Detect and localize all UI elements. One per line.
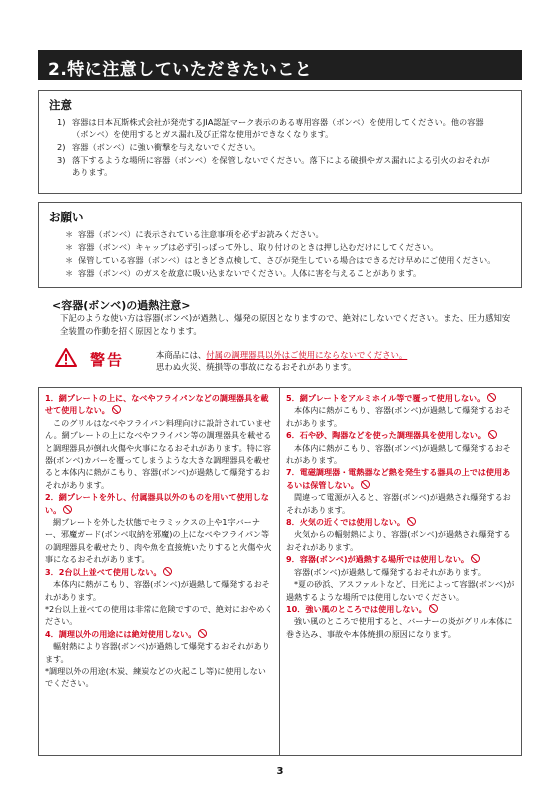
item-heading-text: 1．網プレートの上に、なべやフライパンなどの調理器具を載せて使用しない。 <box>45 393 269 416</box>
warning-label: 警告 <box>90 351 125 369</box>
item-heading <box>286 516 515 528</box>
asterisk-mark: ＊ <box>65 268 74 278</box>
caution-item <box>57 141 497 153</box>
asterisk-mark: ＊ <box>65 255 74 265</box>
item-body: 火気からの輻射熱により、容器(ボンベ)が過熱され爆発するおそれがあります。 <box>286 529 511 552</box>
overheat-heading: <容器(ボンベ)の過熱注意> <box>52 299 191 312</box>
item-heading <box>45 392 273 417</box>
request-item <box>65 254 521 267</box>
item-heading <box>45 491 273 516</box>
item-heading-text: 2．網プレートを外し、付属器具以外のものを用いて使用しない。 <box>45 492 269 515</box>
warning-line-2: 思わぬ火災、焼損等の事故になるおそれがあります。 <box>156 362 357 372</box>
overheat-item <box>45 628 273 690</box>
item-heading-text: 10．強い風のところでは使用しない。 <box>286 603 427 614</box>
overheat-item <box>286 466 515 516</box>
item-heading <box>286 553 515 565</box>
prohibited-icon <box>471 554 480 563</box>
item-number: 2) <box>57 142 66 152</box>
item-body: 間違って電源が入ると、容器(ボンベ)が過熱され爆発するおそれがあります。 <box>286 492 511 515</box>
warning-text <box>156 349 496 373</box>
right-column <box>280 388 521 755</box>
item-heading <box>286 466 515 491</box>
caution-heading: 注意 <box>49 98 72 112</box>
overheat-item <box>286 603 515 640</box>
prohibited-icon <box>63 505 72 514</box>
item-body: 容器(ボンベ)が過熱して爆発するおそれがあります。 <box>294 566 486 577</box>
item-heading-text: 8．火気の近くでは使用しない。 <box>286 517 405 528</box>
warning-line-1 <box>156 349 496 361</box>
item-heading <box>45 628 273 640</box>
item-text: 容器（ボンベ）のガスを故意に吸い込まないでください。人体に害を与えることがあります。 <box>78 268 422 278</box>
caution-box <box>38 90 522 194</box>
overheat-item <box>286 553 515 603</box>
item-body: 輻射熱により容器(ボンベ)が過熱して爆発するおそれがあります。 <box>45 641 270 664</box>
item-heading-text: 3．2台以上並べて使用しない。 <box>45 566 162 577</box>
item-body: 強い風のところで使用すると、バーナーの炎がグリル本体に巻き込み、事故や本体焼損の原因になります。 <box>286 616 513 639</box>
asterisk-mark: ＊ <box>65 229 74 239</box>
item-text: 容器（ボンベ）に表示されている注意事項を必ずお読みください。 <box>78 229 324 239</box>
prohibited-icon <box>198 629 207 638</box>
prohibited-icon <box>407 517 416 526</box>
prohibited-icon <box>487 393 496 402</box>
item-heading <box>286 603 515 615</box>
item-body: 本体内に熱がこもり、容器(ボンベ)が過熱して爆発するおそれがあります。 <box>45 579 270 602</box>
caution-item <box>57 154 497 178</box>
item-note: *2台以上並べての使用は非常に危険ですので、絶対におやめください。 <box>45 603 273 627</box>
item-body: 本体内に熱がこもり、容器(ボンベ)が過熱して爆発するおそれがあります。 <box>286 405 511 428</box>
caution-item <box>57 116 497 140</box>
warning-line-1-emphasis: 付属の調理器具以外はご使用にならないでください。 <box>206 350 408 360</box>
item-text: 容器（ボンベ）キャップは必ず引っぱって外し、取り付けのときは押し込むだけにしてください。 <box>78 242 439 252</box>
overheat-item <box>45 392 273 491</box>
request-item <box>65 228 521 241</box>
request-list <box>65 228 521 280</box>
overheat-item <box>45 566 273 628</box>
item-heading-text: 9．容器(ボンベ)が過熱する場所では使用しない。 <box>286 554 470 565</box>
prohibited-icon <box>361 480 370 489</box>
item-body: 本体内に熱がこもり、容器(ボンベ)が過熱して爆発するおそれがあります。 <box>286 442 511 466</box>
item-heading <box>45 566 273 578</box>
item-heading <box>286 392 515 404</box>
warning-line-1-prefix: 本商品には、 <box>156 350 207 360</box>
item-text: 容器は日本瓦斯株式会社が発売するJIA認証マーク表示のある専用容器（ボンベ）を使用してください。他の容器（ボンベ）を使用するとガス漏れ及び正常な使用ができなくなります。 <box>72 117 484 139</box>
warning-triangle-icon <box>55 348 77 367</box>
item-number: 1) <box>57 117 66 127</box>
overheat-intro: 下記のような使い方は容器(ボンベ)が過熱し、爆発の原因となりますので、絶対にしないでください。また、圧力感知安全装置の作動を招く原因となります。 <box>60 313 511 336</box>
item-heading-text: 4．調理以外の用途には絶対使用しない。 <box>45 628 197 639</box>
item-heading-text: 5．網プレートをアルミホイル等で覆って使用しない。 <box>286 393 486 403</box>
item-body: このグリルはなべやフライパン料理向けに設計されていません。網プレートの上になべやフライパン等の調理器具を載せると調理器具が倒れ火傷や火事になるおそれがあります。特に容器(ボンベ)カバーを覆ってしまうような大きな調理器具を載せると本体内に熱がこもり、容器(ボンベ)が過熱して爆発するおそれがあります。 <box>45 417 272 490</box>
item-text: 落下するような場所に容器（ボンベ）を保管しないでください。落下による破損やガス漏れによる引火のおそれがあります。 <box>72 155 490 177</box>
prohibited-icon <box>163 567 172 576</box>
prohibited-icon <box>429 604 438 613</box>
request-box <box>38 202 522 288</box>
section-title: 2.特に注意していただきたいこと <box>38 50 522 80</box>
prohibited-icon <box>488 430 497 439</box>
overheat-item <box>286 429 515 466</box>
left-column <box>39 388 280 755</box>
prohibited-icon <box>112 405 121 414</box>
overheat-items-table <box>38 387 522 756</box>
item-note: *調理以外の用途(木炭、練炭などの火起こし等)に使用しないでください。 <box>45 665 266 689</box>
request-item <box>65 267 521 280</box>
page-number: 3 <box>276 766 284 777</box>
overheat-item <box>45 491 273 565</box>
item-text: 保管している容器（ボンベ）はときどき点検して、さびが発生している場合はできるだけ早めにご使用ください。 <box>78 255 496 265</box>
item-note: *夏の砂浜、アスファルトなど、日光によって容器(ボンベ)が過熱するような場所では使用しないでください。 <box>286 579 515 602</box>
asterisk-mark: ＊ <box>65 242 74 252</box>
item-body: 網プレートを外した状態でセラミックスの上や1字バーナー、邪魔ガード(ボンベ収納を邪魔)の上になべやフライパン等の調理器具を載せたり、肉や魚を直接焼いたりすると火傷や火事になるおそれがあります。 <box>45 517 272 565</box>
item-heading <box>286 429 515 441</box>
item-heading-text: 7．電磁調理器・電熱器など熱を発生する器具の上では使用あるいは保管しない。 <box>286 467 511 490</box>
request-heading: お願い <box>49 210 84 224</box>
caution-list <box>57 116 521 178</box>
item-text: 容器（ボンベ）に強い衝撃を与えないでください。 <box>72 142 261 152</box>
overheat-item <box>286 516 515 553</box>
overheat-item <box>286 392 515 429</box>
item-number: 3) <box>57 155 66 165</box>
request-item <box>65 241 521 254</box>
item-heading-text: 6．石や砂、陶器などを使った調理器具を使用しない。 <box>286 430 486 441</box>
